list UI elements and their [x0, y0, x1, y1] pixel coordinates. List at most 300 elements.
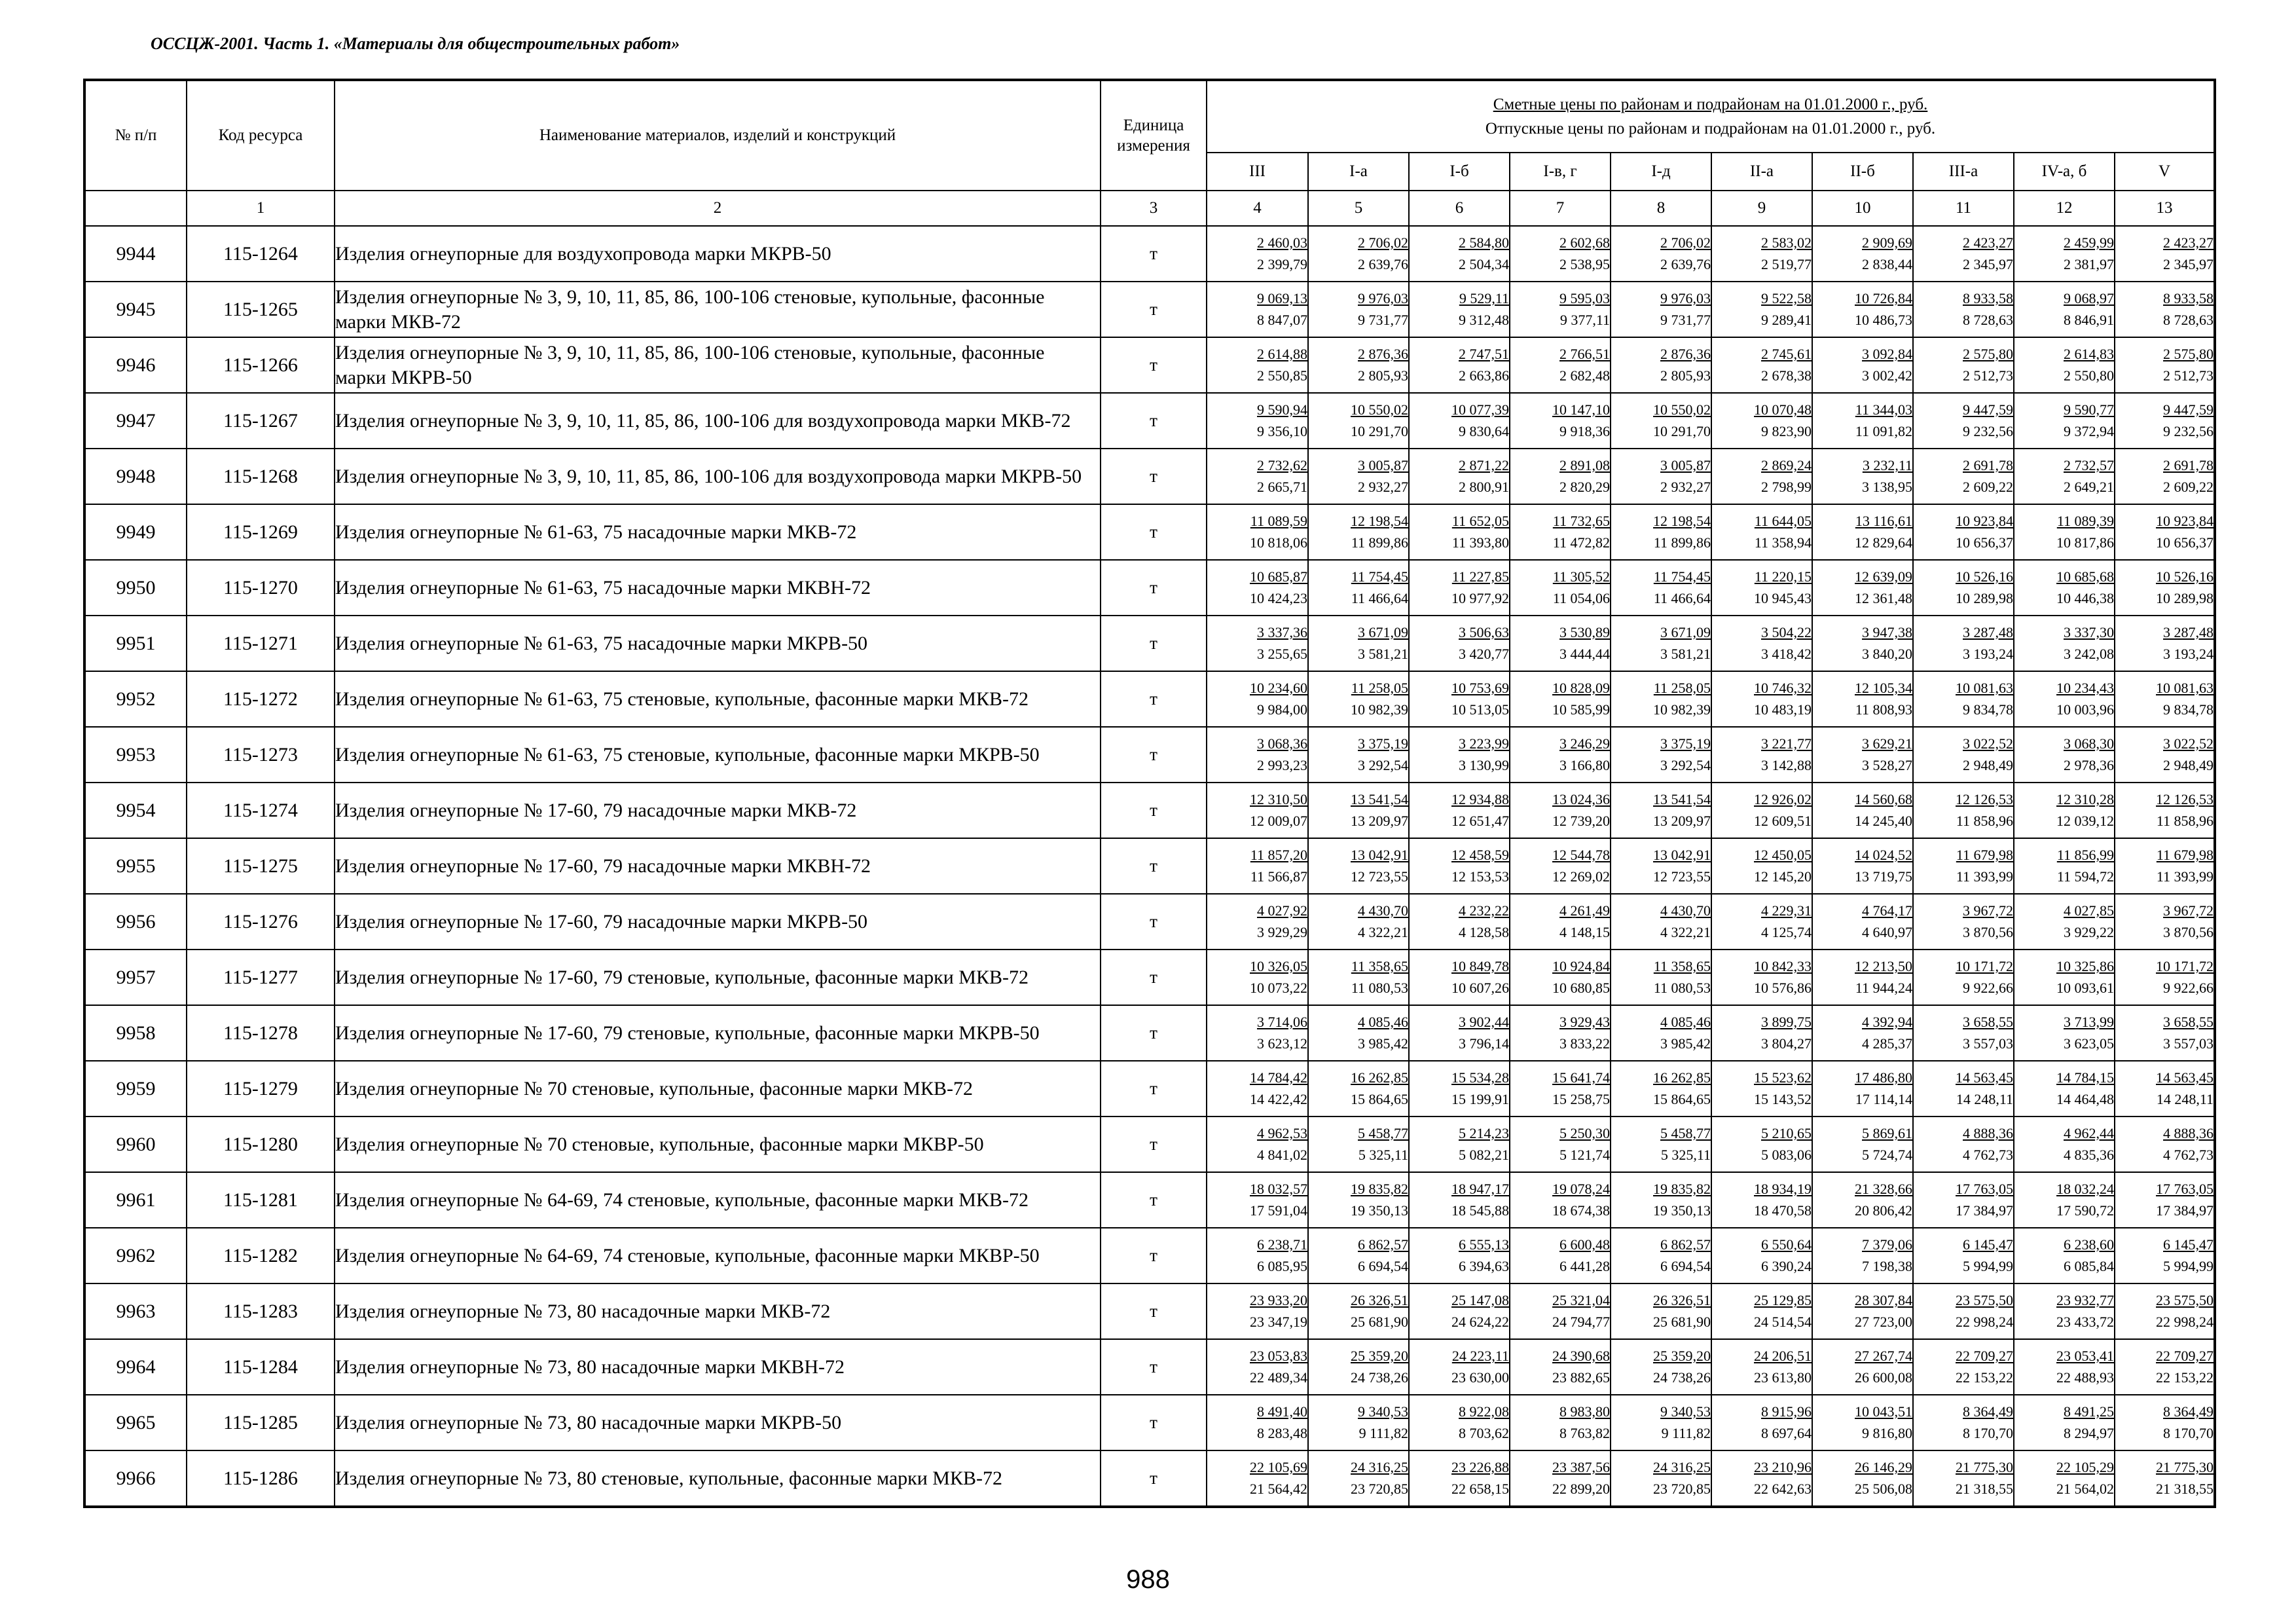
estimate-price: 12 639,09	[1855, 568, 1912, 585]
price-cell	[1711, 1228, 1812, 1283]
column-number: 8	[1611, 191, 1711, 226]
release-price: 9 289,41	[1761, 312, 1812, 328]
estimate-price: 15 523,62	[1754, 1069, 1812, 1086]
row-number: 9957	[84, 950, 187, 1005]
release-price: 12 723,55	[1653, 868, 1711, 885]
price-cell	[2115, 449, 2215, 504]
estimate-price: 3 337,30	[2064, 624, 2114, 640]
column-number: 10	[1812, 191, 1913, 226]
column-number: 12	[2014, 191, 2115, 226]
price-cell	[1711, 1005, 1812, 1061]
release-price: 11 808,93	[1855, 701, 1912, 718]
resource-code: 115-1270	[187, 560, 335, 616]
row-number: 9947	[84, 393, 187, 449]
release-price: 8 170,70	[1963, 1425, 2013, 1441]
release-price: 4 841,02	[1257, 1147, 1307, 1163]
estimate-price: 4 962,53	[1257, 1125, 1307, 1141]
unit-cell: т	[1101, 783, 1207, 838]
price-cell	[1812, 337, 1913, 393]
release-price: 15 199,91	[1451, 1091, 1509, 1107]
estimate-price: 11 258,05	[1653, 680, 1711, 696]
release-price: 10 656,37	[1956, 534, 2013, 551]
release-price: 22 153,22	[1956, 1369, 2013, 1386]
resource-code: 115-1285	[187, 1395, 335, 1450]
price-cell	[1308, 1283, 1409, 1339]
price-cell	[1409, 1283, 1510, 1339]
price-cell	[1409, 449, 1510, 504]
release-price: 22 658,15	[1451, 1481, 1509, 1497]
estimate-price: 10 685,87	[1250, 568, 1307, 585]
release-price: 10 680,85	[1552, 980, 1610, 996]
table-row	[84, 1228, 2215, 1283]
price-cell	[1207, 1061, 1308, 1116]
price-cell	[1611, 616, 1711, 671]
estimate-price: 3 713,99	[2064, 1014, 2114, 1030]
price-cell	[1308, 1116, 1409, 1172]
estimate-price: 18 032,57	[1250, 1181, 1307, 1197]
estimate-price: 13 042,91	[1653, 847, 1711, 863]
price-cell	[1711, 1116, 1812, 1172]
estimate-price: 15 534,28	[1451, 1069, 1509, 1086]
table-row	[84, 226, 2215, 282]
release-price: 3 985,42	[1358, 1035, 1408, 1052]
estimate-price: 10 081,63	[1956, 680, 2013, 696]
estimate-price: 2 423,27	[2163, 234, 2214, 251]
estimate-price: 11 856,99	[2056, 847, 2114, 863]
region-header: V	[2115, 153, 2215, 191]
estimate-price: 9 522,58	[1761, 290, 1812, 306]
release-price: 3 292,54	[1660, 757, 1711, 773]
release-price: 11 466,64	[1653, 590, 1711, 606]
price-cell	[1913, 1283, 2014, 1339]
resource-code: 115-1267	[187, 393, 335, 449]
estimate-price: 11 305,52	[1552, 568, 1610, 585]
release-price: 6 394,63	[1459, 1258, 1509, 1274]
estimate-price: 5 250,30	[1559, 1125, 1610, 1141]
release-price: 2 381,97	[2064, 256, 2114, 272]
price-cell	[1510, 337, 1611, 393]
price-cell	[1812, 894, 1913, 950]
estimate-price: 9 068,97	[2064, 290, 2114, 306]
release-price: 3 418,42	[1761, 646, 1812, 662]
material-name: Изделия огнеупорные № 3, 9, 10, 11, 85, 86, 100-106 стеновые, купольные, фасонные марки МКРВ-50	[335, 337, 1101, 393]
release-price: 2 663,86	[1459, 367, 1509, 384]
row-number: 9948	[84, 449, 187, 504]
header-prices	[1207, 80, 2215, 153]
release-price: 22 998,24	[1956, 1314, 2013, 1330]
release-price: 3 193,24	[2163, 646, 2214, 662]
release-price: 2 639,76	[1660, 256, 1711, 272]
estimate-price: 14 784,15	[2056, 1069, 2114, 1086]
estimate-price: 12 934,88	[1451, 791, 1509, 807]
price-cell	[2115, 1283, 2215, 1339]
table-row	[84, 950, 2215, 1005]
price-cell	[1510, 783, 1611, 838]
price-cell	[1913, 1061, 2014, 1116]
estimate-price: 12 198,54	[1351, 513, 1408, 529]
resource-code: 115-1273	[187, 727, 335, 783]
release-price: 12 145,20	[1754, 868, 1812, 885]
estimate-price: 10 746,32	[1754, 680, 1812, 696]
estimate-price: 3 232,11	[1862, 457, 1912, 473]
price-cell	[1207, 1116, 1308, 1172]
release-price: 11 091,82	[1855, 423, 1912, 439]
price-cell	[1510, 1116, 1611, 1172]
price-cell	[1308, 1005, 1409, 1061]
document-header: ОССЦЖ-2001. Часть 1. «Материалы для общестроительных работ»	[151, 34, 680, 53]
release-price: 3 420,77	[1459, 646, 1509, 662]
release-price: 13 209,97	[1653, 813, 1711, 829]
unit-cell: т	[1101, 727, 1207, 783]
estimate-price: 17 486,80	[1855, 1069, 1912, 1086]
price-cell	[1409, 504, 1510, 560]
table-row	[84, 1172, 2215, 1228]
estimate-price: 13 116,61	[1855, 513, 1912, 529]
release-price: 11 944,24	[1855, 980, 1912, 996]
table-row	[84, 393, 2215, 449]
price-cell	[1308, 783, 1409, 838]
estimate-price: 11 652,05	[1451, 513, 1509, 529]
price-cell	[2115, 1005, 2215, 1061]
estimate-price: 11 754,45	[1653, 568, 1711, 585]
estimate-price: 6 862,57	[1660, 1236, 1711, 1253]
release-price: 5 994,99	[1963, 1258, 2013, 1274]
release-price: 4 762,73	[1963, 1147, 2013, 1163]
release-price: 18 545,88	[1451, 1202, 1509, 1219]
release-price: 8 847,07	[1257, 312, 1307, 328]
price-cell	[1711, 838, 1812, 894]
release-price: 22 642,63	[1754, 1481, 1812, 1497]
estimate-price: 12 310,28	[2056, 791, 2114, 807]
price-cell	[1812, 560, 1913, 616]
release-price: 10 093,61	[2056, 980, 2114, 996]
price-cell	[1308, 282, 1409, 337]
release-price: 2 678,38	[1761, 367, 1812, 384]
release-price: 10 945,43	[1754, 590, 1812, 606]
price-cell	[1812, 1283, 1913, 1339]
price-cell	[2115, 727, 2215, 783]
price-cell	[1711, 1061, 1812, 1116]
release-price: 5 325,11	[1358, 1147, 1408, 1163]
release-price: 12 829,64	[1855, 534, 1912, 551]
unit-cell: т	[1101, 1116, 1207, 1172]
release-price: 14 422,42	[1250, 1091, 1307, 1107]
price-cell	[1409, 282, 1510, 337]
estimate-price: 3 337,36	[1257, 624, 1307, 640]
estimate-price: 6 238,71	[1257, 1236, 1307, 1253]
release-price: 9 834,78	[1963, 701, 2013, 718]
estimate-price: 9 976,03	[1660, 290, 1711, 306]
estimate-price: 27 267,74	[1855, 1348, 1912, 1364]
price-cell	[1510, 560, 1611, 616]
price-cell	[1913, 671, 2014, 727]
price-cell	[1308, 449, 1409, 504]
release-price: 11 080,53	[1653, 980, 1711, 996]
price-cell	[2014, 727, 2115, 783]
estimate-price: 24 316,25	[1351, 1459, 1408, 1475]
price-cell	[1207, 1395, 1308, 1450]
column-number: 2	[335, 191, 1101, 226]
price-cell	[1812, 1061, 1913, 1116]
region-header: I-д	[1611, 153, 1711, 191]
estimate-price: 3 530,89	[1559, 624, 1610, 640]
unit-cell: т	[1101, 1450, 1207, 1507]
row-number: 9964	[84, 1339, 187, 1395]
estimate-price: 9 595,03	[1559, 290, 1610, 306]
release-price: 2 820,29	[1559, 479, 1610, 495]
price-cell	[1913, 1395, 2014, 1450]
price-cell	[1308, 1339, 1409, 1395]
column-number: 13	[2115, 191, 2215, 226]
price-cell	[1409, 727, 1510, 783]
release-price: 2 550,85	[1257, 367, 1307, 384]
price-cell	[1409, 1116, 1510, 1172]
price-cell	[1711, 1339, 1812, 1395]
price-cell	[1711, 282, 1812, 337]
estimate-price: 14 560,68	[1855, 791, 1912, 807]
release-price: 15 864,65	[1351, 1091, 1408, 1107]
release-price: 3 528,27	[1862, 757, 1912, 773]
price-cell	[1510, 449, 1611, 504]
release-price: 4 322,21	[1660, 924, 1711, 940]
price-cell	[2014, 1172, 2115, 1228]
price-cell	[2014, 1116, 2115, 1172]
estimate-price: 12 450,05	[1754, 847, 1812, 863]
release-price: 10 513,05	[1451, 701, 1509, 718]
estimate-price: 5 869,61	[1862, 1125, 1912, 1141]
release-price: 12 739,20	[1552, 813, 1610, 829]
release-price: 17 384,97	[1956, 1202, 2013, 1219]
release-price: 27 723,00	[1855, 1314, 1912, 1330]
release-price: 10 982,39	[1351, 701, 1408, 718]
row-number: 9963	[84, 1283, 187, 1339]
release-price: 12 361,48	[1855, 590, 1912, 606]
estimate-price: 3 287,48	[1963, 624, 2013, 640]
header-name: Наименование материалов, изделий и конструкций	[335, 80, 1101, 191]
estimate-price: 11 732,65	[1552, 513, 1610, 529]
price-cell	[2014, 1005, 2115, 1061]
estimate-price: 4 085,46	[1660, 1014, 1711, 1030]
estimate-price: 25 321,04	[1552, 1292, 1610, 1308]
row-number: 9951	[84, 616, 187, 671]
release-price: 23 347,19	[1250, 1314, 1307, 1330]
estimate-price: 3 899,75	[1761, 1014, 1812, 1030]
column-number: 9	[1711, 191, 1812, 226]
estimate-price: 5 458,77	[1660, 1125, 1711, 1141]
price-cell	[1812, 950, 1913, 1005]
estimate-price: 10 923,84	[1956, 513, 2013, 529]
row-number: 9962	[84, 1228, 187, 1283]
estimate-price: 2 706,02	[1660, 234, 1711, 251]
row-number: 9946	[84, 337, 187, 393]
price-cell	[1207, 393, 1308, 449]
release-price: 3 557,03	[1963, 1035, 2013, 1052]
price-cell	[1611, 671, 1711, 727]
release-price: 6 694,54	[1358, 1258, 1408, 1274]
release-price: 9 372,94	[2064, 423, 2114, 439]
release-price: 22 899,20	[1552, 1481, 1610, 1497]
release-price: 4 762,73	[2163, 1147, 2214, 1163]
estimate-price: 18 934,19	[1754, 1181, 1812, 1197]
release-price: 15 258,75	[1552, 1091, 1610, 1107]
estimate-price: 6 145,47	[1963, 1236, 2013, 1253]
estimate-price: 10 234,43	[2056, 680, 2114, 696]
release-price: 2 512,73	[2163, 367, 2214, 384]
estimate-price: 2 876,36	[1358, 346, 1408, 362]
release-price: 17 591,04	[1250, 1202, 1307, 1219]
price-cell	[1308, 727, 1409, 783]
price-cell	[2014, 1339, 2115, 1395]
estimate-price: 3 022,52	[1963, 735, 2013, 752]
estimate-price: 3 967,72	[2163, 902, 2214, 919]
estimate-price: 2 909,69	[1862, 234, 1912, 251]
price-cell	[1711, 1450, 1812, 1507]
estimate-price: 2 891,08	[1559, 457, 1610, 473]
estimate-price: 8 922,08	[1459, 1403, 1509, 1420]
release-price: 17 384,97	[2156, 1202, 2214, 1219]
estimate-price: 9 529,11	[1459, 290, 1509, 306]
material-name: Изделия огнеупорные № 61-63, 75 насадочные марки МКВ-72	[335, 504, 1101, 560]
release-price: 3 255,65	[1257, 646, 1307, 662]
estimate-price: 23 575,50	[1956, 1292, 2013, 1308]
price-cell	[1611, 449, 1711, 504]
estimate-price: 19 835,82	[1653, 1181, 1711, 1197]
price-cell	[1711, 671, 1812, 727]
unit-cell: т	[1101, 671, 1207, 727]
estimate-price: 3 287,48	[2163, 624, 2214, 640]
estimate-price: 2 602,68	[1559, 234, 1610, 251]
release-price: 11 393,80	[1451, 534, 1509, 551]
estimate-price: 4 888,36	[2163, 1125, 2214, 1141]
estimate-price: 12 126,53	[1956, 791, 2013, 807]
price-cell	[1913, 1172, 2014, 1228]
resource-code: 115-1278	[187, 1005, 335, 1061]
estimate-price: 4 229,31	[1761, 902, 1812, 919]
price-cell	[1611, 1339, 1711, 1395]
release-price: 3 985,42	[1660, 1035, 1711, 1052]
estimate-price: 10 828,09	[1552, 680, 1610, 696]
price-cell	[1510, 671, 1611, 727]
price-cell	[1510, 1005, 1611, 1061]
unit-cell: т	[1101, 393, 1207, 449]
estimate-price: 2 575,80	[1963, 346, 2013, 362]
estimate-price: 9 340,53	[1358, 1403, 1408, 1420]
price-cell	[1409, 560, 1510, 616]
release-price: 25 681,90	[1653, 1314, 1711, 1330]
estimate-price: 2 423,27	[1963, 234, 2013, 251]
price-cell	[2115, 1450, 2215, 1507]
price-cell	[1812, 282, 1913, 337]
estimate-price: 9 447,59	[1963, 401, 2013, 418]
release-price: 11 858,96	[1956, 813, 2013, 829]
price-cell	[1913, 783, 2014, 838]
column-number: 1	[187, 191, 335, 226]
release-price: 3 870,56	[2163, 924, 2214, 940]
table-row	[84, 1005, 2215, 1061]
row-number: 9954	[84, 783, 187, 838]
price-cell	[1711, 1172, 1812, 1228]
estimate-price: 24 206,51	[1754, 1348, 1812, 1364]
release-price: 3 002,42	[1862, 367, 1912, 384]
release-price: 2 978,36	[2064, 757, 2114, 773]
column-numbers-row	[84, 191, 2215, 226]
release-price: 23 720,85	[1351, 1481, 1408, 1497]
price-cell	[1308, 950, 1409, 1005]
price-cell	[1207, 894, 1308, 950]
release-price: 2 345,97	[1963, 256, 2013, 272]
release-price: 25 506,08	[1855, 1481, 1912, 1497]
release-price: 6 694,54	[1660, 1258, 1711, 1274]
price-cell	[1711, 1395, 1812, 1450]
price-cell	[1913, 1005, 2014, 1061]
material-name: Изделия огнеупорные № 73, 80 насадочные марки МКВН-72	[335, 1339, 1101, 1395]
release-price: 10 483,19	[1754, 701, 1812, 718]
price-cell	[1812, 1450, 1913, 1507]
release-price: 11 594,72	[2056, 868, 2114, 885]
release-price: 9 232,56	[1963, 423, 2013, 439]
estimate-price: 18 032,24	[2056, 1181, 2114, 1197]
estimate-price: 12 310,50	[1250, 791, 1307, 807]
price-cell	[2014, 950, 2115, 1005]
price-cell	[2014, 393, 2115, 449]
estimate-price: 9 590,77	[2064, 401, 2114, 418]
release-price: 10 982,39	[1653, 701, 1711, 718]
material-name: Изделия огнеупорные № 3, 9, 10, 11, 85, 86, 100-106 для воздухопровода марки МКРВ-50	[335, 449, 1101, 504]
price-cell	[1611, 1061, 1711, 1116]
row-number: 9956	[84, 894, 187, 950]
price-cell	[1913, 894, 2014, 950]
release-price: 10 446,38	[2056, 590, 2114, 606]
estimate-price: 23 210,96	[1754, 1459, 1812, 1475]
estimate-price: 26 326,51	[1653, 1292, 1711, 1308]
estimate-price: 11 227,85	[1451, 568, 1509, 585]
price-cell	[1409, 1395, 1510, 1450]
price-cell	[1812, 1395, 1913, 1450]
price-cell	[1308, 226, 1409, 282]
release-price: 3 292,54	[1358, 757, 1408, 773]
release-price: 11 393,99	[2156, 868, 2214, 885]
price-cell	[2014, 560, 2115, 616]
estimate-price: 8 364,49	[1963, 1403, 2013, 1420]
price-cell	[2115, 337, 2215, 393]
release-price: 22 998,24	[2156, 1314, 2214, 1330]
release-price: 26 600,08	[1855, 1369, 1912, 1386]
release-price: 10 291,70	[1351, 423, 1408, 439]
table-row	[84, 894, 2215, 950]
release-price: 6 390,24	[1761, 1258, 1812, 1274]
estimate-price: 2 732,57	[2064, 457, 2114, 473]
estimate-price: 10 070,48	[1754, 401, 1812, 418]
resource-code: 115-1279	[187, 1061, 335, 1116]
estimate-price: 6 600,48	[1559, 1236, 1610, 1253]
release-price: 8 703,62	[1459, 1425, 1509, 1441]
price-cell	[1812, 1116, 1913, 1172]
release-price: 4 128,58	[1459, 924, 1509, 940]
release-price: 12 039,12	[2056, 813, 2114, 829]
price-cell	[1812, 1172, 1913, 1228]
region-header: II-а	[1711, 153, 1812, 191]
price-cell	[1409, 838, 1510, 894]
row-number: 9952	[84, 671, 187, 727]
price-cell	[1510, 504, 1611, 560]
estimate-price: 23 053,41	[2056, 1348, 2114, 1364]
price-cell	[1812, 449, 1913, 504]
release-price: 2 805,93	[1660, 367, 1711, 384]
release-price: 3 833,22	[1559, 1035, 1610, 1052]
release-price: 9 377,11	[1559, 312, 1610, 328]
price-cell	[1207, 449, 1308, 504]
region-header: II-б	[1812, 153, 1913, 191]
